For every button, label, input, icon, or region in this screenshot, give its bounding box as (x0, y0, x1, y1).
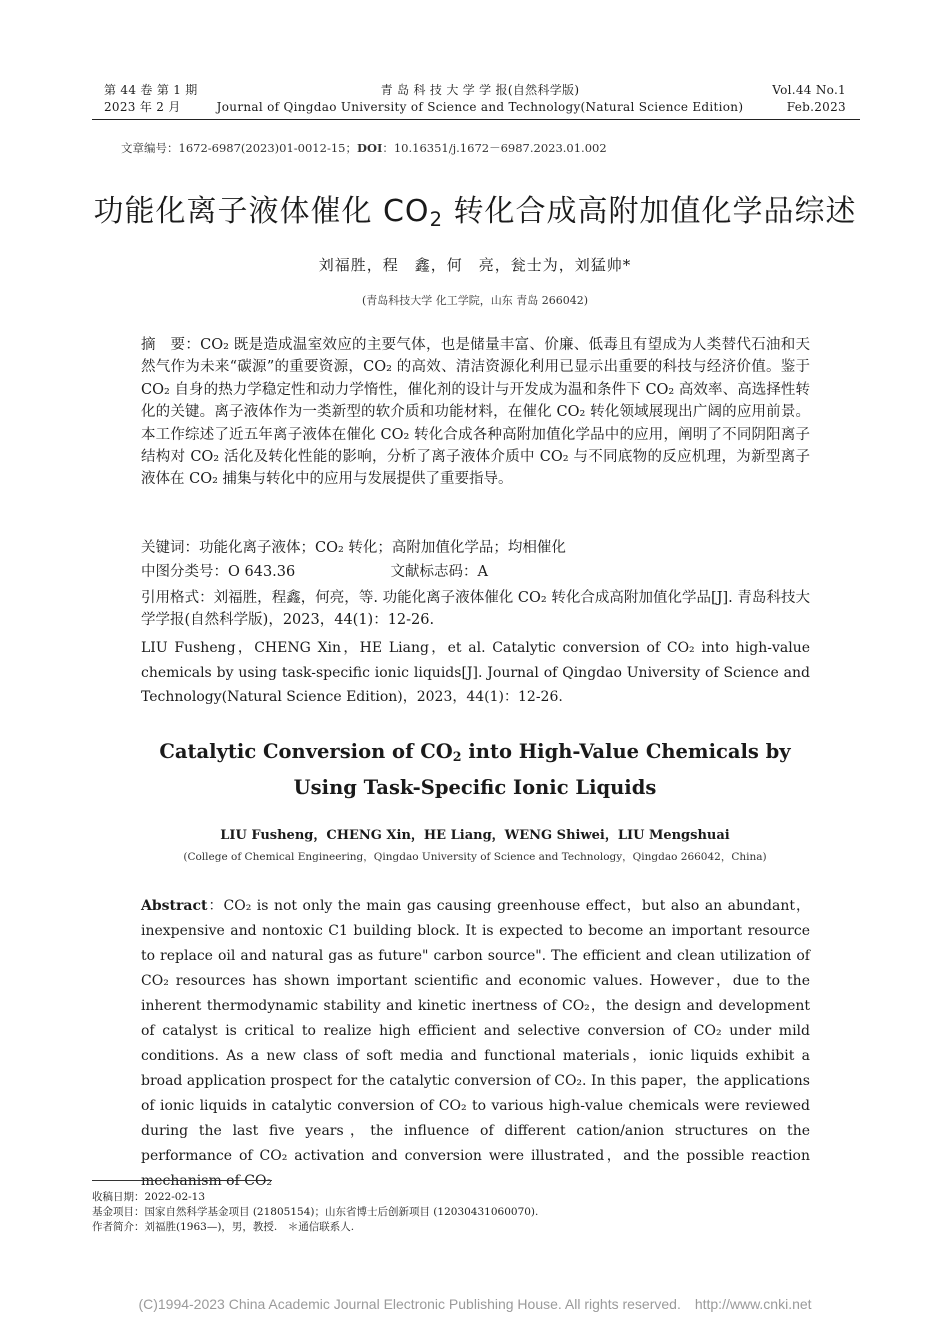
header-vol-en (772, 82, 846, 116)
abstract-cn-label: 摘 要： (141, 337, 201, 353)
title-en-line2: Using Task-Specific Ionic Liquids (293, 776, 657, 800)
header-month: Feb.2023 (786, 100, 846, 114)
footnote-divider (92, 1180, 272, 1181)
title-en-line1 (0, 736, 950, 772)
abstract-cn (141, 334, 810, 491)
title-cn-subscript: 2 (429, 207, 443, 231)
footnote-received: 收稿日期：2022-02-13 (92, 1191, 206, 1203)
affiliation-en: (College of Chemical Engineering，Qingdao University of Science and Technology，Qingdao 266042，China) (183, 851, 767, 863)
header-journal-en: Journal of Qingdao University of Science and Technology(Natural Science Edition) (216, 100, 744, 114)
footnote-author: 作者简介：刘福胜(1963—)，男，教授. ＊通信联系人. (92, 1221, 355, 1233)
header-date: 2023 年 2 月 (104, 100, 181, 114)
keywords-cn: 关键词：功能化离子液体；CO₂ 转化；高附加值化学品；均相催化 (141, 540, 566, 556)
abstract-en-label: Abstract (141, 898, 208, 914)
title-en-part1: Catalytic Conversion of CO (159, 740, 453, 763)
classification-line (141, 561, 810, 583)
title-cn-part1: 功能化离子液体催化 CO (93, 194, 430, 229)
watermark-text: (C)1994-2023 China Academic Journal Electronic Publishing House. All rights reserved. (138, 1296, 681, 1312)
article-number (121, 140, 607, 156)
header-vol-no: Vol.44 No.1 (772, 83, 846, 97)
watermark-url[interactable]: http://www.cnki.net (694, 1296, 812, 1312)
authors-en: LIU Fusheng，CHENG Xin，HE Liang，WENG Shiwei，LIU Mengshuai (220, 828, 730, 843)
abstract-en (141, 894, 810, 1194)
abstract-cn-text: CO₂ 既是造成温室效应的主要气体，也是储量丰富、价廉、低毒且有望成为人类替代石油和天然气作为未来“碳源”的重要资源，CO₂ 的高效、清洁资源化利用已显示出重要的科技与经济价值。鉴于 CO₂ 自身的热力学稳定性和动力学惰性，催化剂的设计与开发成为温和条件下 CO₂ 高效率、高选择性转化的关键。离子液体作为一类新型的软介质和功能材料，在催化 CO₂ 转化领域展现出广阔的应用前景。本工作综述了近五年离子液体在催化 CO₂ 转化合成各种高附加值化学品中的应用，阐明了不同阴阳离子结构对 CO₂ 活化及转化性能的影响，分析了离子液体介质中 CO₂ 与不同底物的反应机理，为新型离子液体在 CO₂ 捕集与转化中的应用与发展提供了重要指导。 (141, 337, 810, 488)
article-number-prefix: 文章编号：1672-6987(2023)01-0012-15； (121, 141, 357, 155)
title-cn-part2: 转化合成高附加值化学品综述 (442, 194, 857, 229)
header-divider (92, 119, 860, 120)
citation-en: LIU Fusheng，CHENG Xin，HE Liang，et al. Catalytic conversion of CO₂ into high-value chemicals by using task-specific ionic liquids[J]. Journal of Qingdao University of Science and Technology(Natural Science Edition)，2023，44(1)：12-26. (141, 640, 810, 706)
doi-label: DOI (356, 141, 383, 155)
abstract-en-text: ：CO₂ is not only the main gas causing greenhouse effect，but also an abundant，inexpensive and nontoxic C1 building block. It is expected to become an important resource to replace oil and natural gas as future" carbon source". The efficient and clean utilization of CO₂ resources has shown important scientific and economic values. However，due to the inherent thermodynamic stability and kinetic inertness of CO₂，the design and development of catalyst is critical to realize high efficient and selective conversion of CO₂ under mild conditions. As a new class of soft media and functional materials，ionic liquids exhibit a broad application prospect for the catalytic conversion of CO₂. In this paper，the applications of ionic liquids in catalytic conversion of CO₂ to various high-value chemicals were reviewed during the last five years，the influence of different cation/anion structures on the performance of CO₂ activation and conversion were illustrated，and the possible reaction mechanism of CO₂ (141, 898, 810, 1189)
title-en-subscript: 2 (452, 749, 462, 765)
document-code: 文献标志码：A (390, 564, 488, 580)
copyright-watermark (0, 1296, 950, 1312)
footnote-funding: 基金项目：国家自然科学基金项目 (21805154)；山东省博士后创新项目 (12030431060070). (92, 1206, 539, 1218)
doi-value: ：10.16351/j.1672－6987.2023.01.002 (382, 141, 607, 155)
title-cn (0, 186, 950, 231)
authors-cn: 刘福胜，程 鑫，何 亮，瓮士为，刘猛帅* (318, 256, 632, 274)
header-volume: 第 44 卷 第 1 期 (104, 83, 198, 97)
citation-cn: 引用格式：刘福胜，程鑫，何亮，等. 功能化离子液体催化 CO₂ 转化合成高附加值化学品[J]. 青岛科技大学学报(自然科学版)，2023，44(1)：12-26. (141, 590, 810, 629)
header-journal-cn: 青 岛 科 技 大 学 学 报(自然科学版) (380, 83, 580, 97)
clc-number: 中图分类号：O 643.36 (141, 564, 296, 580)
header-volume-issue (104, 82, 198, 116)
title-en (0, 736, 950, 803)
title-en-part2: into High-Value Chemicals by (461, 740, 791, 763)
affiliation-cn: (青岛科技大学 化工学院，山东 青岛 266042) (361, 294, 589, 307)
header-journal (200, 82, 760, 116)
